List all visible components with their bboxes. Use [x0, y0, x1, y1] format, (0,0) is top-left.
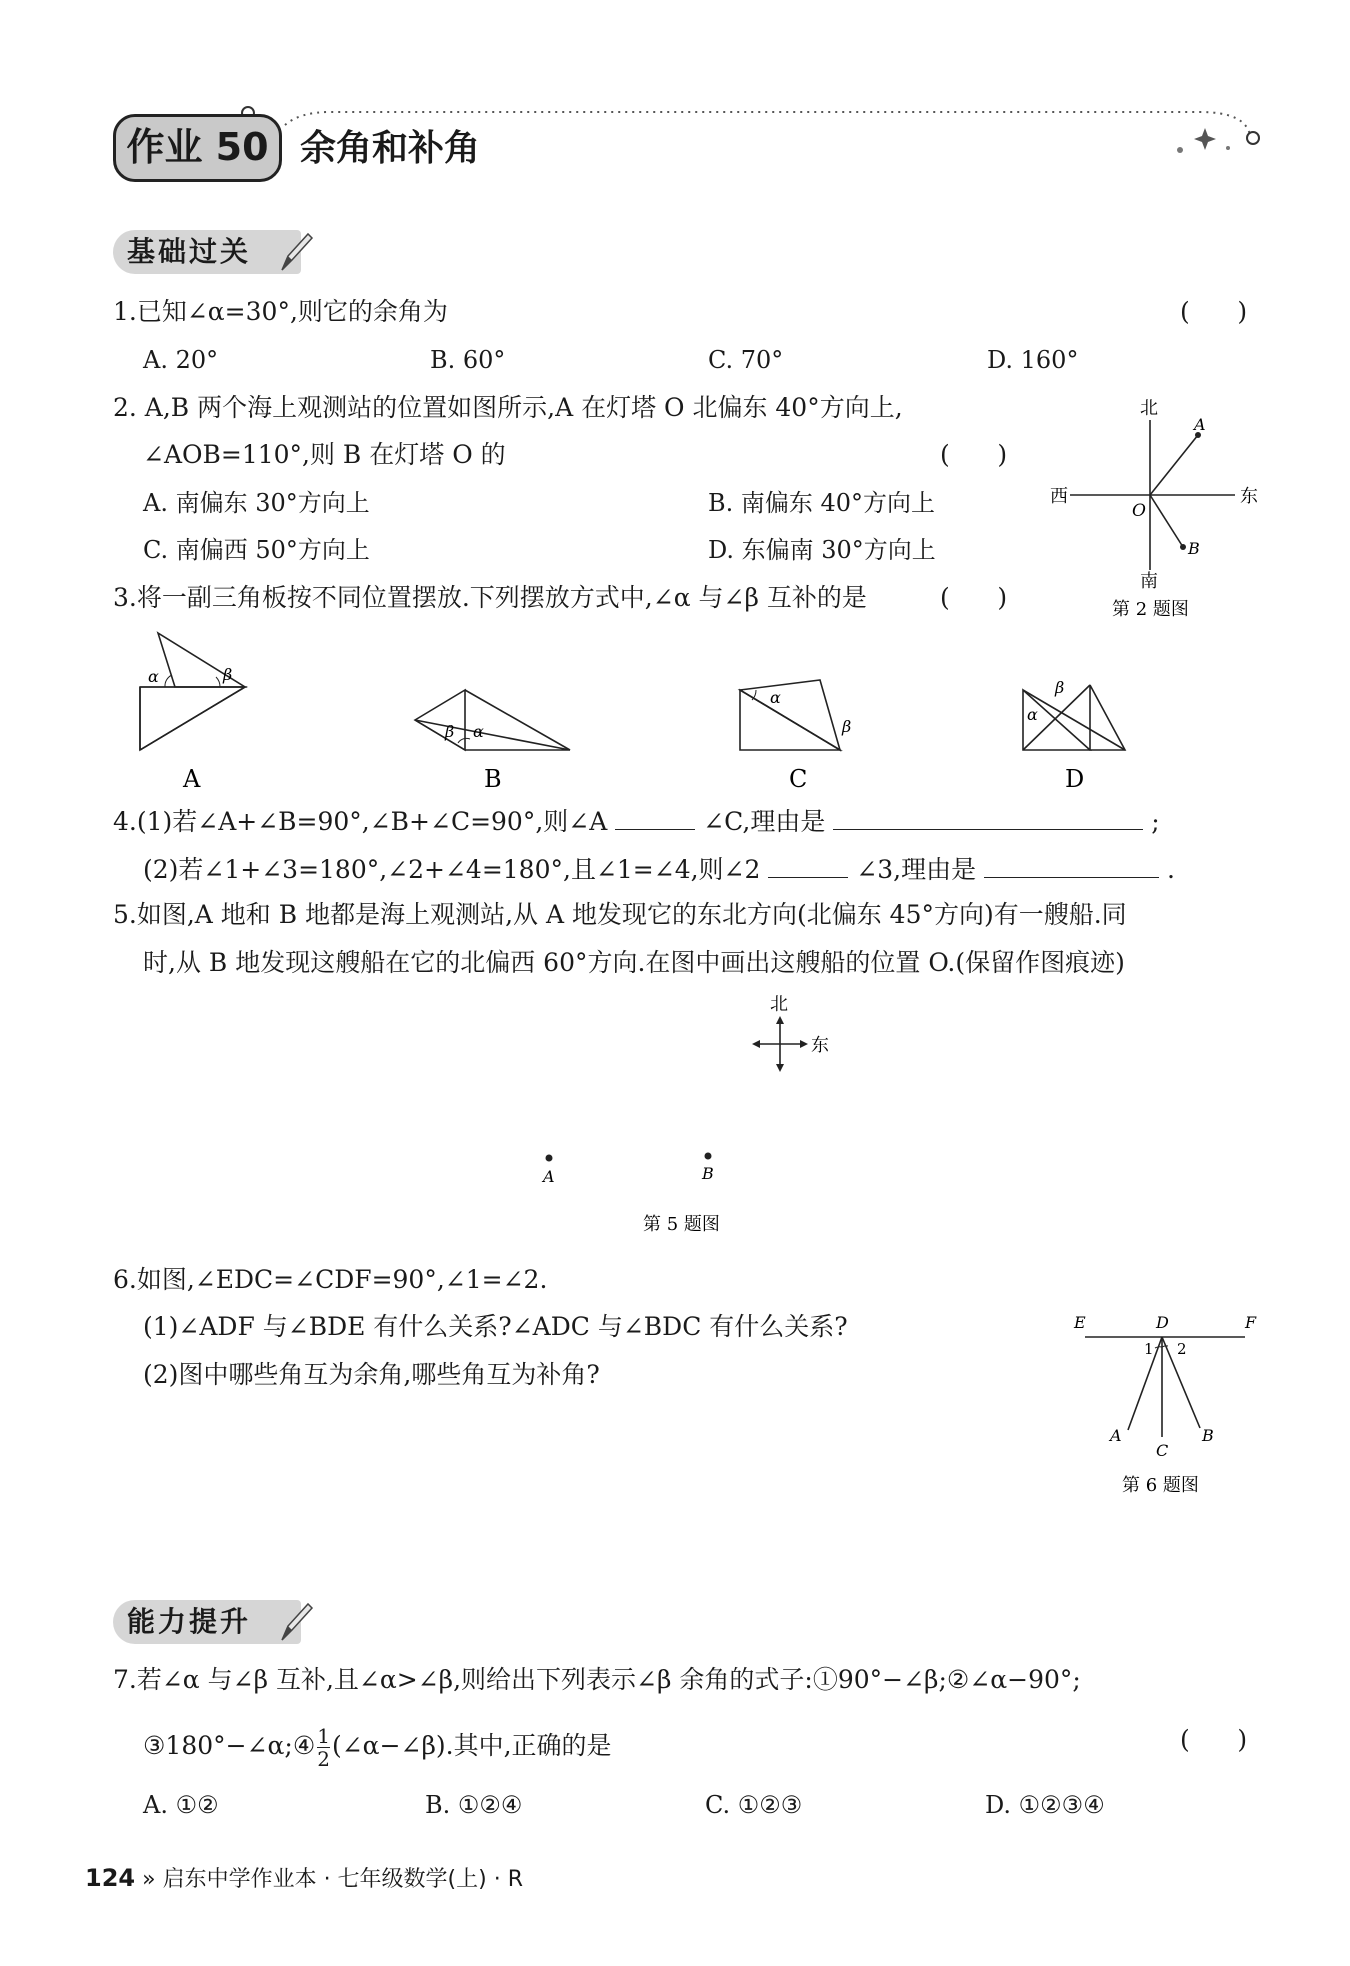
fig3c-alpha: α — [770, 688, 781, 707]
q4-line2-part-b: ∠3,理由是 — [856, 855, 977, 884]
question-4-line-2 — [143, 853, 1175, 885]
footer-arrows: » — [142, 1867, 156, 1892]
fig6-angle-1: 1 — [1144, 1340, 1154, 1358]
page-number: 124 — [85, 1864, 136, 1892]
q4-blank-4[interactable] — [984, 853, 1159, 878]
fig2-point-b: B — [1188, 539, 1200, 558]
fig2-point-a: A — [1194, 415, 1206, 434]
q4-blank-1[interactable] — [615, 805, 695, 830]
fig3-label-a: A — [183, 765, 201, 793]
fig3-option-a — [140, 633, 245, 793]
question-3-text: 3.将一副三角板按不同位置摆放.下列摆放方式中,∠α 与∠β 互补的是 — [113, 583, 867, 612]
q7-fraction-denominator: 2 — [317, 1747, 330, 1771]
question-5-line-2: 时,从 B 地发现这艘船在它的北偏西 60°方向.在图中画出这艘船的位置 O.(保留作图痕迹) — [143, 948, 1125, 977]
q4-line2-part-a: (2)若∠1+∠3=180°,∠2+∠4=180°,且∠1=∠4,则∠2 — [143, 855, 761, 884]
fig6-point-c: C — [1156, 1441, 1169, 1460]
fig3-option-b — [415, 690, 570, 793]
fig6-point-b: B — [1202, 1426, 1214, 1445]
question-6-line-2: (1)∠ADF 与∠BDE 有什么关系?∠ADC 与∠BDC 有什么关系? — [143, 1312, 848, 1341]
question-1-option-a: A. 20° — [143, 346, 219, 374]
fig3-label-c: C — [789, 765, 808, 793]
fig5-caption: 第 5 题图 — [643, 1214, 720, 1235]
fig5-north-label: 北 — [770, 994, 788, 1015]
question-7-line-1: 7.若∠α 与∠β 互补,且∠α>∠β,则给出下列表示∠β 余角的式子:①90°−∠β;②∠α−90°; — [113, 1665, 1081, 1694]
question-4-line-1 — [113, 805, 1160, 837]
q7-fraction — [317, 1725, 330, 1770]
fig3-option-c — [740, 680, 851, 793]
q4-line1-part-b: ∠C,理由是 — [703, 807, 826, 836]
fig5-point-b-dot — [705, 1153, 712, 1160]
question-7-option-a: A. ①② — [143, 1791, 219, 1819]
fig6-point-e: E — [1074, 1313, 1086, 1332]
fig2-south-label: 南 — [1140, 571, 1158, 592]
question-6-line-3: (2)图中哪些角互为余角,哪些角互为补角? — [143, 1360, 600, 1389]
question-1-option-c: C. 70° — [708, 346, 784, 374]
fig3b-alpha: α — [473, 722, 484, 741]
fig2-north-label: 北 — [1140, 398, 1158, 419]
q7-line2-part-b: (∠α−∠β).其中,正确的是 — [331, 1731, 612, 1760]
section-heading-basic: 基础过关 — [113, 230, 301, 274]
question-7-answer-bracket: ( ) — [1180, 1725, 1248, 1754]
fig3-label-b: B — [484, 765, 502, 793]
fig5-point-b: B — [702, 1164, 714, 1183]
fig3a-alpha: α — [148, 667, 159, 686]
question-5-figure — [500, 990, 880, 1240]
question-2-option-d: D. 东偏南 30°方向上 — [708, 536, 936, 564]
fig6-angle-2: 2 — [1177, 1340, 1187, 1358]
q4-blank-2[interactable] — [833, 805, 1143, 830]
fig3a-beta: β — [223, 665, 233, 684]
section-heading-advanced: 能力提升 — [113, 1600, 301, 1644]
question-6-figure — [1060, 1300, 1290, 1500]
question-2-option-c: C. 南偏西 50°方向上 — [143, 536, 370, 564]
question-3-figures — [120, 625, 1200, 800]
fig5-point-a-dot — [546, 1155, 553, 1162]
q7-line2-part-a: ③180°−∠α;④ — [143, 1731, 316, 1760]
question-7-option-c: C. ①②③ — [705, 1791, 803, 1819]
question-5-line-1: 5.如图,A 地和 B 地都是海上观测站,从 A 地发现它的东北方向(北偏东 45°方向)有一艘船.同 — [113, 900, 1127, 929]
question-2-option-a: A. 南偏东 30°方向上 — [143, 489, 370, 517]
footer-book-title: 启东中学作业本 · 七年级数学(上) · R — [162, 1867, 523, 1892]
question-1-answer-bracket: ( ) — [1180, 297, 1248, 326]
fig5-point-a: A — [543, 1167, 555, 1186]
homework-number-badge: 作业 50 — [113, 114, 282, 182]
pencil-icon — [278, 230, 314, 274]
fig2-east-label: 东 — [1240, 486, 1258, 507]
fig3c-beta: β — [842, 717, 852, 736]
question-1-text: 1.已知∠α=30°,则它的余角为 — [113, 297, 448, 326]
fig6-point-f: F — [1245, 1313, 1257, 1332]
question-2-answer-bracket: ( ) — [940, 440, 1008, 469]
fig3-label-d: D — [1065, 765, 1085, 793]
page-title: 余角和补角 — [300, 128, 481, 169]
fig2-west-label: 西 — [1050, 486, 1068, 507]
fig6-point-d: D — [1156, 1313, 1169, 1332]
q4-blank-3[interactable] — [768, 853, 848, 878]
q7-fraction-numerator: 1 — [317, 1724, 330, 1748]
fig3b-beta: β — [445, 722, 455, 741]
question-7-option-b: B. ①②④ — [425, 1791, 523, 1819]
fig2-caption: 第 2 题图 — [1112, 599, 1189, 620]
question-1-option-b: B. 60° — [430, 346, 506, 374]
page-footer — [85, 1862, 523, 1893]
q4-line1-end: ; — [1151, 807, 1160, 836]
question-2-option-b: B. 南偏东 40°方向上 — [708, 489, 936, 517]
question-6-line-1: 6.如图,∠EDC=∠CDF=90°,∠1=∠2. — [113, 1265, 548, 1294]
fig3d-beta: β — [1055, 678, 1065, 697]
q4-line1-part-a: 4.(1)若∠A+∠B=90°,∠B+∠C=90°,则∠A — [113, 807, 608, 836]
fig5-east-label: 东 — [811, 1035, 829, 1056]
question-2-line-2: ∠AOB=110°,则 B 在灯塔 O 的 — [143, 440, 506, 469]
fig2-point-o: O — [1132, 501, 1146, 521]
question-7-option-d: D. ①②③④ — [985, 1791, 1105, 1819]
fig3-option-d — [1023, 678, 1125, 793]
question-1-option-d: D. 160° — [987, 346, 1079, 374]
fig3d-alpha: α — [1027, 705, 1038, 724]
question-2-figure — [1040, 390, 1280, 630]
question-2-line-1: 2. A,B 两个海上观测站的位置如图所示,A 在灯塔 O 北偏东 40°方向上, — [113, 393, 903, 422]
fig6-caption: 第 6 题图 — [1122, 1475, 1199, 1496]
pencil-icon — [278, 1600, 314, 1644]
question-3-answer-bracket: ( ) — [940, 583, 1008, 612]
q4-line2-end: . — [1167, 855, 1175, 884]
question-7-line-2 — [143, 1725, 612, 1770]
fig6-point-a: A — [1110, 1426, 1122, 1445]
